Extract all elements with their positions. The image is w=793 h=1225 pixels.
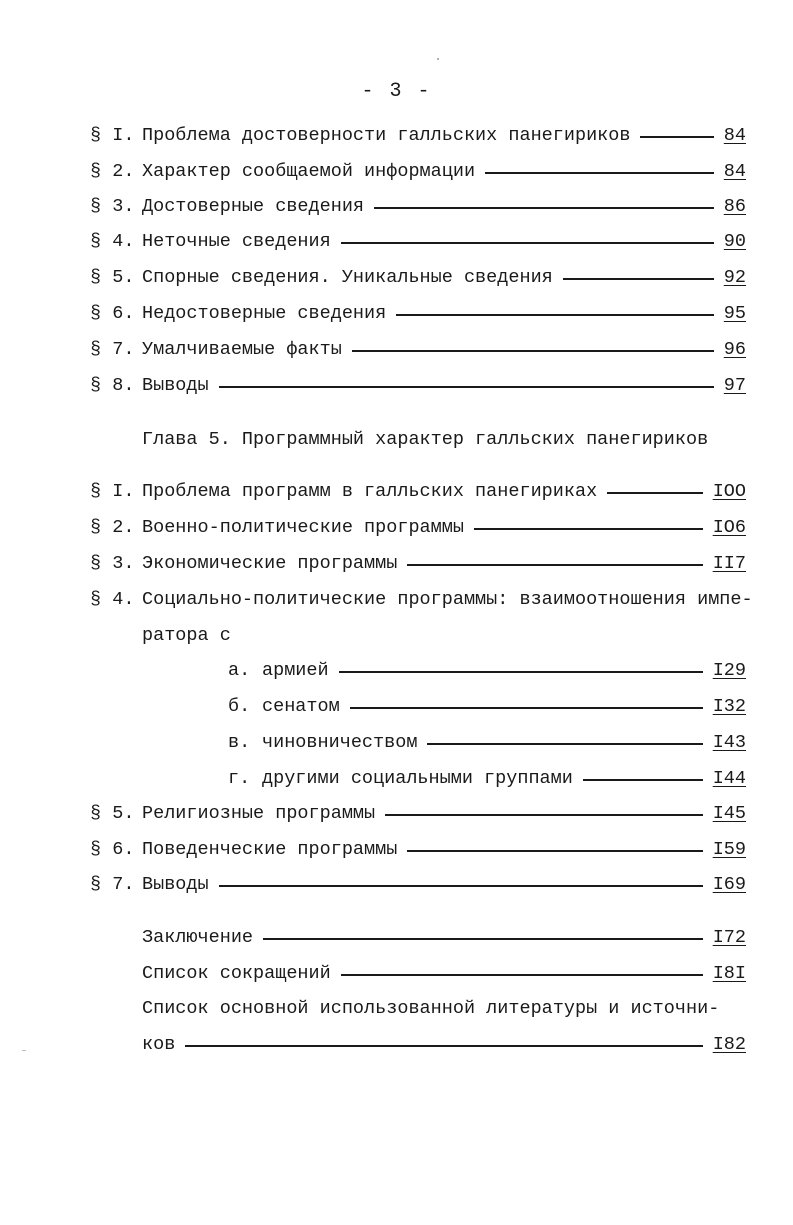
toc-entry-title: Неточные сведения — [142, 231, 331, 252]
toc-page-number: 84 — [723, 125, 746, 146]
toc-entry — [90, 870, 746, 900]
leader-line — [219, 386, 714, 388]
toc-entry-multiline — [90, 585, 753, 615]
toc-entry — [90, 299, 746, 329]
section-number: 2. — [112, 161, 135, 182]
section-sign: § — [90, 874, 102, 895]
leader-line — [385, 814, 703, 816]
section-sign: § — [90, 553, 102, 574]
leader-line — [407, 850, 702, 852]
section-sign: § — [90, 125, 102, 146]
toc-entry-title: чиновничеством — [262, 732, 418, 753]
toc-entry-title: Достоверные сведения — [142, 196, 365, 217]
toc-entry — [90, 513, 746, 543]
section-sign: § — [90, 589, 102, 610]
leader-line — [352, 350, 714, 352]
toc-entry — [90, 227, 746, 257]
subsection-label: в. — [228, 732, 251, 753]
section-sign: § — [90, 839, 102, 860]
toc-entry-title: Спорные сведения. Уникальные сведения — [142, 267, 553, 288]
toc-page-number: 95 — [723, 303, 746, 324]
section-number: 3. — [112, 196, 135, 217]
toc-subentry — [228, 656, 746, 686]
section-number: I. — [112, 125, 135, 146]
chapter-heading: Глава 5. Программный характер галльских панегириков — [142, 429, 709, 450]
toc-entry — [90, 121, 746, 151]
toc-entry-title: другими социальными группами — [262, 768, 573, 789]
page-number: - 3 - — [361, 80, 432, 103]
toc-entry-continuation: ратора с — [142, 625, 231, 646]
toc-entry-title: Проблема программ в галльских панегириках — [142, 481, 598, 502]
toc-page-number: 84 — [723, 161, 746, 182]
section-number: 4. — [112, 589, 135, 610]
toc-entry-title: Военно-политические программы — [142, 517, 464, 538]
leader-line — [341, 242, 714, 244]
leader-line — [607, 492, 703, 494]
scan-speck — [437, 58, 439, 60]
toc-subentry — [228, 728, 746, 758]
section-sign: § — [90, 339, 102, 360]
section-sign: § — [90, 375, 102, 396]
toc-page-number: 92 — [723, 267, 746, 288]
toc-entry — [142, 959, 746, 989]
toc-entry-title: Недостоверные сведения — [142, 303, 387, 324]
leader-line — [350, 707, 703, 709]
section-number: I. — [112, 481, 135, 502]
toc-page-number: 90 — [723, 231, 746, 252]
toc-entry-title: Список сокращений — [142, 963, 331, 984]
leader-line — [485, 172, 714, 174]
section-number: 6. — [112, 839, 135, 860]
leader-line — [396, 314, 714, 316]
toc-subentry — [228, 692, 746, 722]
toc-entry-title: Выводы — [142, 375, 209, 396]
toc-page-number: 96 — [723, 339, 746, 360]
toc-page-number: I29 — [712, 660, 746, 681]
section-number: 6. — [112, 303, 135, 324]
toc-entry-title: Поведенческие программы — [142, 839, 398, 860]
toc-entry-title: Заключение — [142, 927, 254, 948]
toc-entry-title: Социально-политические программы: взаимоотношения импе- — [142, 589, 753, 610]
section-sign: § — [90, 517, 102, 538]
toc-page-number: I43 — [712, 732, 746, 753]
toc-entry — [90, 549, 746, 579]
toc-subentry — [228, 764, 746, 794]
leader-line — [583, 779, 703, 781]
toc-page-number: I8I — [712, 963, 746, 984]
toc-page-number: 97 — [723, 375, 746, 396]
leader-line — [563, 278, 714, 280]
toc-entry-title: Проблема достоверности галльских панегириков — [142, 125, 631, 146]
toc-page-number: 86 — [723, 196, 746, 217]
leader-line — [341, 974, 703, 976]
section-number: 4. — [112, 231, 135, 252]
section-number: 2. — [112, 517, 135, 538]
section-sign: § — [90, 303, 102, 324]
toc-entry-title: Экономические программы — [142, 553, 398, 574]
leader-line — [640, 136, 713, 138]
toc-entry — [90, 192, 746, 222]
toc-page-number: I32 — [712, 696, 746, 717]
leader-line — [407, 564, 702, 566]
toc-entry-title: армией — [262, 660, 329, 681]
toc-entry-continuation: ков — [142, 1034, 176, 1055]
section-number: 3. — [112, 553, 135, 574]
section-number: 5. — [112, 803, 135, 824]
leader-line — [185, 1045, 702, 1047]
toc-page-number: II7 — [712, 553, 746, 574]
toc-page-number: I69 — [712, 874, 746, 895]
toc-page-number: I44 — [712, 768, 746, 789]
section-sign: § — [90, 803, 102, 824]
subsection-label: б. — [228, 696, 251, 717]
toc-entry-title: Список основной использованной литературы и источни- — [142, 998, 720, 1019]
toc-entry — [90, 335, 746, 365]
toc-page-number: I72 — [712, 927, 746, 948]
section-number: 7. — [112, 874, 135, 895]
section-number: 5. — [112, 267, 135, 288]
toc-entry-title: Характер сообщаемой информации — [142, 161, 476, 182]
toc-page-number: I45 — [712, 803, 746, 824]
toc-entry-title: Умалчиваемые факты — [142, 339, 342, 360]
leader-line — [474, 528, 703, 530]
toc-entry-title: Религиозные программы — [142, 803, 376, 824]
toc-entry — [142, 923, 746, 953]
section-sign: § — [90, 196, 102, 217]
toc-entry-title: сенатом — [262, 696, 340, 717]
section-sign: § — [90, 481, 102, 502]
subsection-label: а. — [228, 660, 251, 681]
toc-entry-title: Выводы — [142, 874, 209, 895]
section-number: 7. — [112, 339, 135, 360]
section-sign: § — [90, 267, 102, 288]
toc-page-number: IO6 — [712, 517, 746, 538]
toc-page-number: I82 — [712, 1034, 746, 1055]
section-sign: § — [90, 161, 102, 182]
section-sign: § — [90, 231, 102, 252]
toc-entry — [90, 157, 746, 187]
scan-speck — [22, 1050, 26, 1051]
toc-entry — [90, 835, 746, 865]
toc-entry — [90, 263, 746, 293]
leader-line — [339, 671, 703, 673]
toc-entry — [142, 1030, 746, 1060]
toc-page-number: IOO — [712, 481, 746, 502]
toc-entry — [90, 371, 746, 401]
toc-entry — [90, 799, 746, 829]
subsection-label: г. — [228, 768, 251, 789]
toc-page-number: I59 — [712, 839, 746, 860]
leader-line — [374, 207, 714, 209]
leader-line — [263, 938, 703, 940]
leader-line — [219, 885, 703, 887]
leader-line — [427, 743, 702, 745]
toc-entry — [90, 477, 746, 507]
section-number: 8. — [112, 375, 135, 396]
